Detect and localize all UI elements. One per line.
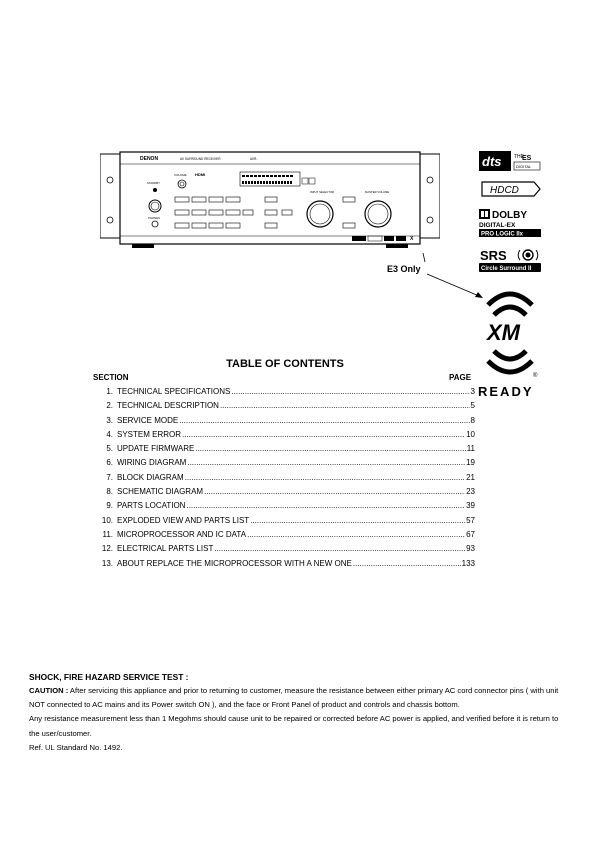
toc-item-label: MICROPROCESSOR AND IC DATA <box>117 529 247 539</box>
toc-item[interactable] <box>93 557 475 571</box>
hazard-test-title: SHOCK, FIRE HAZARD SERVICE TEST : <box>29 672 189 682</box>
svg-text:dts: dts <box>482 154 502 169</box>
dts-es-logo <box>478 150 542 172</box>
toc-item-page: 19 <box>466 458 475 468</box>
toc-item-label: SCHEMATIC DIAGRAM <box>117 487 204 497</box>
toc-item-number: 13. <box>101 558 113 568</box>
toc-item-number: 9. <box>106 501 113 511</box>
svg-text:ES: ES <box>522 155 532 162</box>
toc-leader-dots <box>231 385 469 399</box>
toc-item-page: 3 <box>470 387 475 396</box>
toc-leader-dots <box>195 442 465 456</box>
toc-item-label: ELECTRICAL PARTS LIST <box>117 544 214 554</box>
svg-text:HDMI: HDMI <box>195 172 206 177</box>
toc-item[interactable] <box>93 442 475 456</box>
toc-item[interactable] <box>93 485 475 499</box>
toc-item-page: 10 <box>466 429 475 439</box>
toc-item-label: TECHNICAL SPECIFICATIONS <box>117 387 231 396</box>
receiver-brand: DENON <box>140 156 159 162</box>
svg-text:X: X <box>410 236 414 242</box>
toc-item[interactable] <box>93 514 475 528</box>
toc-item-page: 57 <box>466 515 475 525</box>
toc-item[interactable] <box>93 399 475 413</box>
toc-leader-dots <box>204 485 465 499</box>
xm-ready-logo <box>478 285 542 401</box>
hazard-para-2: Any resistance measurement less than 1 Megohms should cause unit to be repaired or corrected before AC power is applied, and verified before it is return to the user/customer. <box>29 714 559 738</box>
svg-text:MASTER VOLUME: MASTER VOLUME <box>365 190 390 194</box>
toc-item[interactable] <box>93 528 475 542</box>
svg-text:PHONES: PHONES <box>148 216 160 220</box>
toc-item-number: 6. <box>106 458 113 468</box>
toc-item-label: ABOUT REPLACE THE MICROPROCESSOR WITH A NEW ONE <box>117 558 352 568</box>
toc-item-number: 2. <box>106 401 113 411</box>
toc-item-page: 67 <box>466 529 475 539</box>
caution-text: After servicing this appliance and prior to returning to customer, measure the resistance between either primary AC cord connector pins ( with unit NOT connected to AC mains and its Power switch ON ), and the face or Front Panel of product and controls and chassis bottom. <box>29 686 559 710</box>
toc-item-page: 39 <box>466 501 475 511</box>
toc-list <box>93 385 475 571</box>
svg-text:READY: READY <box>478 384 534 399</box>
dolby-digital-ex-pro-logic-logo <box>478 208 542 238</box>
toc-item-number: 3. <box>106 415 113 425</box>
toc-item-label: EXPLODED VIEW AND PARTS LIST <box>117 515 250 525</box>
toc-leader-dots <box>247 528 465 542</box>
receiver-model-strip: AV SURROUND RECEIVER <box>180 157 221 161</box>
e3-only-label: E3 Only <box>387 264 421 274</box>
toc-item-label: PARTS LOCATION <box>117 501 186 511</box>
receiver-front-panel-illustration <box>100 148 440 248</box>
toc-leader-dots <box>182 428 465 442</box>
toc-page-header: PAGE <box>449 373 472 382</box>
toc-item-page: 21 <box>466 472 475 482</box>
svg-text:AVR-: AVR- <box>250 157 258 161</box>
svg-text:THE: THE <box>514 154 524 160</box>
svg-text:XM: XM <box>487 320 520 345</box>
toc-item-number: 8. <box>106 487 113 497</box>
toc-item-number: 1. <box>106 387 113 396</box>
svg-text:®: ® <box>533 373 538 379</box>
toc-item-page: 11 <box>466 444 475 454</box>
toc-item-number: 12. <box>101 544 113 554</box>
toc-leader-dots <box>220 399 470 413</box>
toc-item[interactable] <box>93 428 475 442</box>
hazard-test-body <box>29 684 569 755</box>
srs-circle-surround-logo <box>478 247 542 273</box>
toc-title: TABLE OF CONTENTS <box>226 358 344 370</box>
toc-item-number: 11. <box>102 529 113 539</box>
svg-text:INPUT SELECTOR: INPUT SELECTOR <box>310 190 335 194</box>
svg-text:DIGITAL: DIGITAL <box>516 164 532 169</box>
toc-item-label: SERVICE MODE <box>117 415 179 425</box>
caution-label: CAUTION : <box>29 686 69 695</box>
toc-item-number: 4. <box>106 429 113 439</box>
toc-leader-dots <box>185 471 465 485</box>
toc-item-label: WIRING DIAGRAM <box>117 458 187 468</box>
toc-section-header: SECTION <box>93 373 129 382</box>
e3-pointer-arrow <box>395 252 485 302</box>
toc-item-page: 23 <box>466 487 475 497</box>
toc-item[interactable] <box>93 471 475 485</box>
toc-item-page: 8 <box>470 415 475 425</box>
toc-item-page: 133 <box>461 558 475 568</box>
toc-item-number: 7. <box>106 472 113 482</box>
hazard-para-3: Ref. UL Standard No. 1492. <box>29 742 123 752</box>
toc-item[interactable] <box>93 499 475 513</box>
toc-item-page: 93 <box>466 544 475 554</box>
hdcd-logo <box>478 180 542 198</box>
svg-text:Circle Surround II: Circle Surround II <box>481 266 532 272</box>
svg-text:DOLBY: DOLBY <box>492 210 527 221</box>
toc-leader-dots <box>353 557 461 571</box>
svg-text:VOLUME: VOLUME <box>174 173 187 177</box>
svg-text:HDCD: HDCD <box>490 185 519 196</box>
toc-item[interactable] <box>93 456 475 470</box>
svg-text:PRO LOGIC IIx: PRO LOGIC IIx <box>481 231 524 238</box>
toc-item-number: 5. <box>106 444 113 454</box>
toc-item-page: 5 <box>470 401 475 411</box>
toc-leader-dots <box>187 456 465 470</box>
toc-item-label: SYSTEM ERROR <box>117 429 182 439</box>
svg-text:DIGITAL-EX: DIGITAL-EX <box>479 222 516 229</box>
toc-item-label: UPDATE FIRMWARE <box>117 444 195 454</box>
toc-item[interactable] <box>93 542 475 556</box>
svg-text:STANDBY: STANDBY <box>147 181 161 185</box>
toc-item-label: BLOCK DIAGRAM <box>117 472 184 482</box>
toc-item-number: 10. <box>101 515 113 525</box>
toc-leader-dots <box>214 542 465 556</box>
toc-leader-dots <box>250 514 465 528</box>
toc-item[interactable] <box>93 385 475 399</box>
toc-item[interactable] <box>93 414 475 428</box>
toc-leader-dots <box>186 499 465 513</box>
toc-leader-dots <box>179 414 469 428</box>
toc-item-label: TECHNICAL DESCRIPTION <box>117 401 219 411</box>
svg-text:SRS: SRS <box>480 248 507 263</box>
